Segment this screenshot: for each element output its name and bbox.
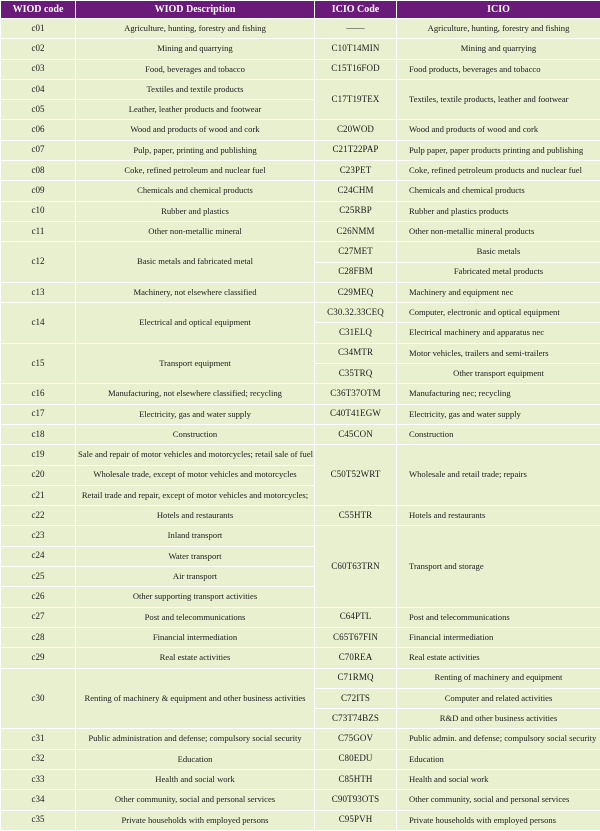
- wiod-description: Water transport: [76, 546, 315, 566]
- wiod-description: Manufacturing, not elsewhere classified; recycling: [76, 384, 315, 404]
- icio-description: Rubber and plastics products: [397, 201, 600, 221]
- table-row: [1, 769, 600, 789]
- icio-code: C40T41EGW: [315, 404, 397, 424]
- icio-code: C71RMQ: [315, 668, 397, 688]
- icio-code: C50T52WRT: [315, 445, 397, 506]
- table-row: [1, 282, 600, 302]
- wiod-code: c21: [1, 485, 76, 505]
- wiod-code: c04: [1, 79, 76, 99]
- icio-code: C10T14MIN: [315, 39, 397, 59]
- table-row: [1, 384, 600, 404]
- icio-code: C95PVH: [315, 810, 397, 830]
- icio-description: Hotels and restaurants: [397, 506, 600, 526]
- wiod-code: c23: [1, 526, 76, 546]
- table-row: [1, 161, 600, 181]
- icio-description: Fabricated metal products: [397, 262, 600, 282]
- icio-description: Computer and related activities: [397, 688, 600, 708]
- icio-description: R&D and other business activities: [397, 709, 600, 729]
- wiod-description: Other non-metallic mineral: [76, 221, 315, 241]
- table-row: [1, 303, 600, 323]
- wiod-description: Hotels and restaurants: [76, 506, 315, 526]
- icio-description: Electricity, gas and water supply: [397, 404, 600, 424]
- table-row: [1, 607, 600, 627]
- wiod-description: Public administration and defense; compulsory social security: [76, 729, 315, 749]
- icio-description: Wholesale and retail trade; repairs: [397, 445, 600, 506]
- wiod-description: Machinery, not elsewhere classified: [76, 282, 315, 302]
- wiod-code: c02: [1, 39, 76, 59]
- icio-code: C30.32.33CEQ: [315, 303, 397, 323]
- header-icio: ICIO: [397, 1, 600, 19]
- icio-description: Machinery and equipment nec: [397, 282, 600, 302]
- table-row: [1, 181, 600, 201]
- wiod-description: Renting of machinery & equipment and other business activities: [76, 668, 315, 729]
- wiod-code: c34: [1, 790, 76, 810]
- wiod-description: Pulp, paper, printing and publishing: [76, 140, 315, 160]
- wiod-code: c16: [1, 384, 76, 404]
- wiod-code: c03: [1, 59, 76, 79]
- wiod-description: Basic metals and fabricated metal: [76, 242, 315, 283]
- icio-code: C17T19TEX: [315, 79, 397, 120]
- icio-code: C72ITS: [315, 688, 397, 708]
- wiod-description: Electrical and optical equipment: [76, 303, 315, 344]
- icio-description: Real estate activities: [397, 648, 600, 668]
- wiod-code: c27: [1, 607, 76, 627]
- icio-description: Financial intermediation: [397, 627, 600, 647]
- wiod-description: Financial intermediation: [76, 627, 315, 647]
- wiod-code: c11: [1, 221, 76, 241]
- wiod-description: Private households with employed persons: [76, 810, 315, 830]
- icio-description: Agriculture, hunting, forestry and fishing: [397, 19, 600, 39]
- table-row: [1, 201, 600, 221]
- table-row: [1, 790, 600, 810]
- table-row: [1, 343, 600, 363]
- icio-description: Wood and products of wood and cork: [397, 120, 600, 140]
- icio-description: Other community, social and personal services: [397, 790, 600, 810]
- icio-code: C31ELQ: [315, 323, 397, 343]
- icio-description: Food products, beverages and tobacco: [397, 59, 600, 79]
- wiod-code: c05: [1, 100, 76, 120]
- wiod-code: c28: [1, 627, 76, 647]
- wiod-description: Sale and repair of motor vehicles and motorcycles; retail sale of fuel: [76, 445, 315, 465]
- header-row: [1, 1, 600, 19]
- table-row: [1, 404, 600, 424]
- icio-description: Other non-metallic mineral products: [397, 221, 600, 241]
- icio-description: Health and social work: [397, 769, 600, 789]
- table-row: [1, 445, 600, 465]
- wiod-code: c08: [1, 161, 76, 181]
- wiod-code: c26: [1, 587, 76, 607]
- icio-code: C27MET: [315, 242, 397, 262]
- icio-code: C55HTR: [315, 506, 397, 526]
- wiod-description: Leather, leather products and footwear: [76, 100, 315, 120]
- icio-description: Manufacturing nec; recycling: [397, 384, 600, 404]
- icio-code: C90T93OTS: [315, 790, 397, 810]
- wiod-description: Transport equipment: [76, 343, 315, 384]
- icio-code: C64PTL: [315, 607, 397, 627]
- icio-description: Basic metals: [397, 242, 600, 262]
- wiod-code: c13: [1, 282, 76, 302]
- icio-description: Construction: [397, 424, 600, 444]
- wiod-description: Air transport: [76, 567, 315, 587]
- table-row: [1, 526, 600, 546]
- wiod-description: Inland transport: [76, 526, 315, 546]
- header-icio-code: ICIO Code: [315, 1, 397, 19]
- icio-code: C85HTH: [315, 769, 397, 789]
- wiod-code: c14: [1, 303, 76, 344]
- wiod-description: Textiles and textile products: [76, 79, 315, 99]
- icio-code: C15T16FOD: [315, 59, 397, 79]
- table-row: [1, 810, 600, 830]
- wiod-code: c35: [1, 810, 76, 830]
- icio-code: C60T63TRN: [315, 526, 397, 607]
- wiod-code: c29: [1, 648, 76, 668]
- icio-description: Other transport equipment: [397, 364, 600, 384]
- wiod-code: c01: [1, 19, 76, 39]
- icio-code: C24CHM: [315, 181, 397, 201]
- header-wiod-description: WIOD Description: [76, 1, 315, 19]
- wiod-description: Wholesale trade, except of motor vehicles and motorcycles: [76, 465, 315, 485]
- wiod-code: c30: [1, 668, 76, 729]
- icio-description: Coke, refined petroleum products and nuclear fuel: [397, 161, 600, 181]
- wiod-description: Education: [76, 749, 315, 769]
- icio-code: C80EDU: [315, 749, 397, 769]
- header-wiod-code: WIOD code: [1, 1, 76, 19]
- icio-code: C73T74BZS: [315, 709, 397, 729]
- wiod-code: c24: [1, 546, 76, 566]
- table-row: [1, 221, 600, 241]
- table-row: [1, 59, 600, 79]
- icio-description: Electrical machinery and apparatus nec: [397, 323, 600, 343]
- icio-code: C28FBM: [315, 262, 397, 282]
- icio-description: Education: [397, 749, 600, 769]
- icio-description: Transport and storage: [397, 526, 600, 607]
- wiod-description: Agriculture, hunting, forestry and fishing: [76, 19, 315, 39]
- wiod-code: c12: [1, 242, 76, 283]
- wiod-code: c09: [1, 181, 76, 201]
- wiod-description: Real estate activities: [76, 648, 315, 668]
- wiod-code: c22: [1, 506, 76, 526]
- wiod-code: c15: [1, 343, 76, 384]
- wiod-description: Construction: [76, 424, 315, 444]
- wiod-code: c17: [1, 404, 76, 424]
- icio-description: Renting of machinery and equipment: [397, 668, 600, 688]
- wiod-code: c25: [1, 567, 76, 587]
- icio-code: C34MTR: [315, 343, 397, 363]
- wiod-description: Other supporting transport activities: [76, 587, 315, 607]
- table-row: [1, 120, 600, 140]
- wiod-description: Electricity, gas and water supply: [76, 404, 315, 424]
- table-row: [1, 79, 600, 99]
- wiod-description: Chemicals and chemical products: [76, 181, 315, 201]
- wiod-code: c07: [1, 140, 76, 160]
- icio-description: Chemicals and chemical products: [397, 181, 600, 201]
- icio-code: C20WOD: [315, 120, 397, 140]
- icio-code: C23PET: [315, 161, 397, 181]
- table-row: [1, 19, 600, 39]
- wiod-code: c10: [1, 201, 76, 221]
- wiod-description: Wood and products of wood and cork: [76, 120, 315, 140]
- icio-description: Post and telecommunications: [397, 607, 600, 627]
- table-row: [1, 506, 600, 526]
- table-row: [1, 39, 600, 59]
- table-row: [1, 729, 600, 749]
- icio-code: C75GOV: [315, 729, 397, 749]
- icio-description: Motor vehicles, trailers and semi-trailers: [397, 343, 600, 363]
- table-row: [1, 627, 600, 647]
- icio-code: C21T22PAP: [315, 140, 397, 160]
- wiod-code: c31: [1, 729, 76, 749]
- wiod-code: c32: [1, 749, 76, 769]
- icio-code: C36T37OTM: [315, 384, 397, 404]
- icio-description: Textiles, textile products, leather and footwear: [397, 79, 600, 120]
- icio-code: C45CON: [315, 424, 397, 444]
- icio-code: ——: [315, 19, 397, 39]
- wiod-description: Mining and quarrying: [76, 39, 315, 59]
- wiod-code: c06: [1, 120, 76, 140]
- icio-description: Mining and quarrying: [397, 39, 600, 59]
- wiod-code: c20: [1, 465, 76, 485]
- icio-code: C29MEQ: [315, 282, 397, 302]
- icio-description: Public admin. and defense; compulsory social security: [397, 729, 600, 749]
- table-row: [1, 424, 600, 444]
- wiod-description: Health and social work: [76, 769, 315, 789]
- icio-code: C70REA: [315, 648, 397, 668]
- wiod-code: c18: [1, 424, 76, 444]
- wiod-description: Coke, refined petroleum and nuclear fuel: [76, 161, 315, 181]
- wiod-description: Other community, social and personal services: [76, 790, 315, 810]
- wiod-description: Food, beverages and tobacco: [76, 59, 315, 79]
- icio-description: Computer, electronic and optical equipment: [397, 303, 600, 323]
- icio-code: C65T67FIN: [315, 627, 397, 647]
- wiod-description: Post and telecommunications: [76, 607, 315, 627]
- icio-code: C35TRQ: [315, 364, 397, 384]
- table-row: [1, 668, 600, 688]
- icio-description: Pulp paper, paper products printing and publishing: [397, 140, 600, 160]
- wiod-description: Rubber and plastics: [76, 201, 315, 221]
- wiod-description: Retail trade and repair, except of motor vehicles and motorcycles;: [76, 485, 315, 505]
- icio-description: Private households with employed persons: [397, 810, 600, 830]
- icio-code: C26NMM: [315, 221, 397, 241]
- wiod-code: c19: [1, 445, 76, 465]
- table-row: [1, 648, 600, 668]
- wiod-code: c33: [1, 769, 76, 789]
- table-row: [1, 140, 600, 160]
- icio-code: C25RBP: [315, 201, 397, 221]
- table-row: [1, 749, 600, 769]
- table-row: [1, 242, 600, 262]
